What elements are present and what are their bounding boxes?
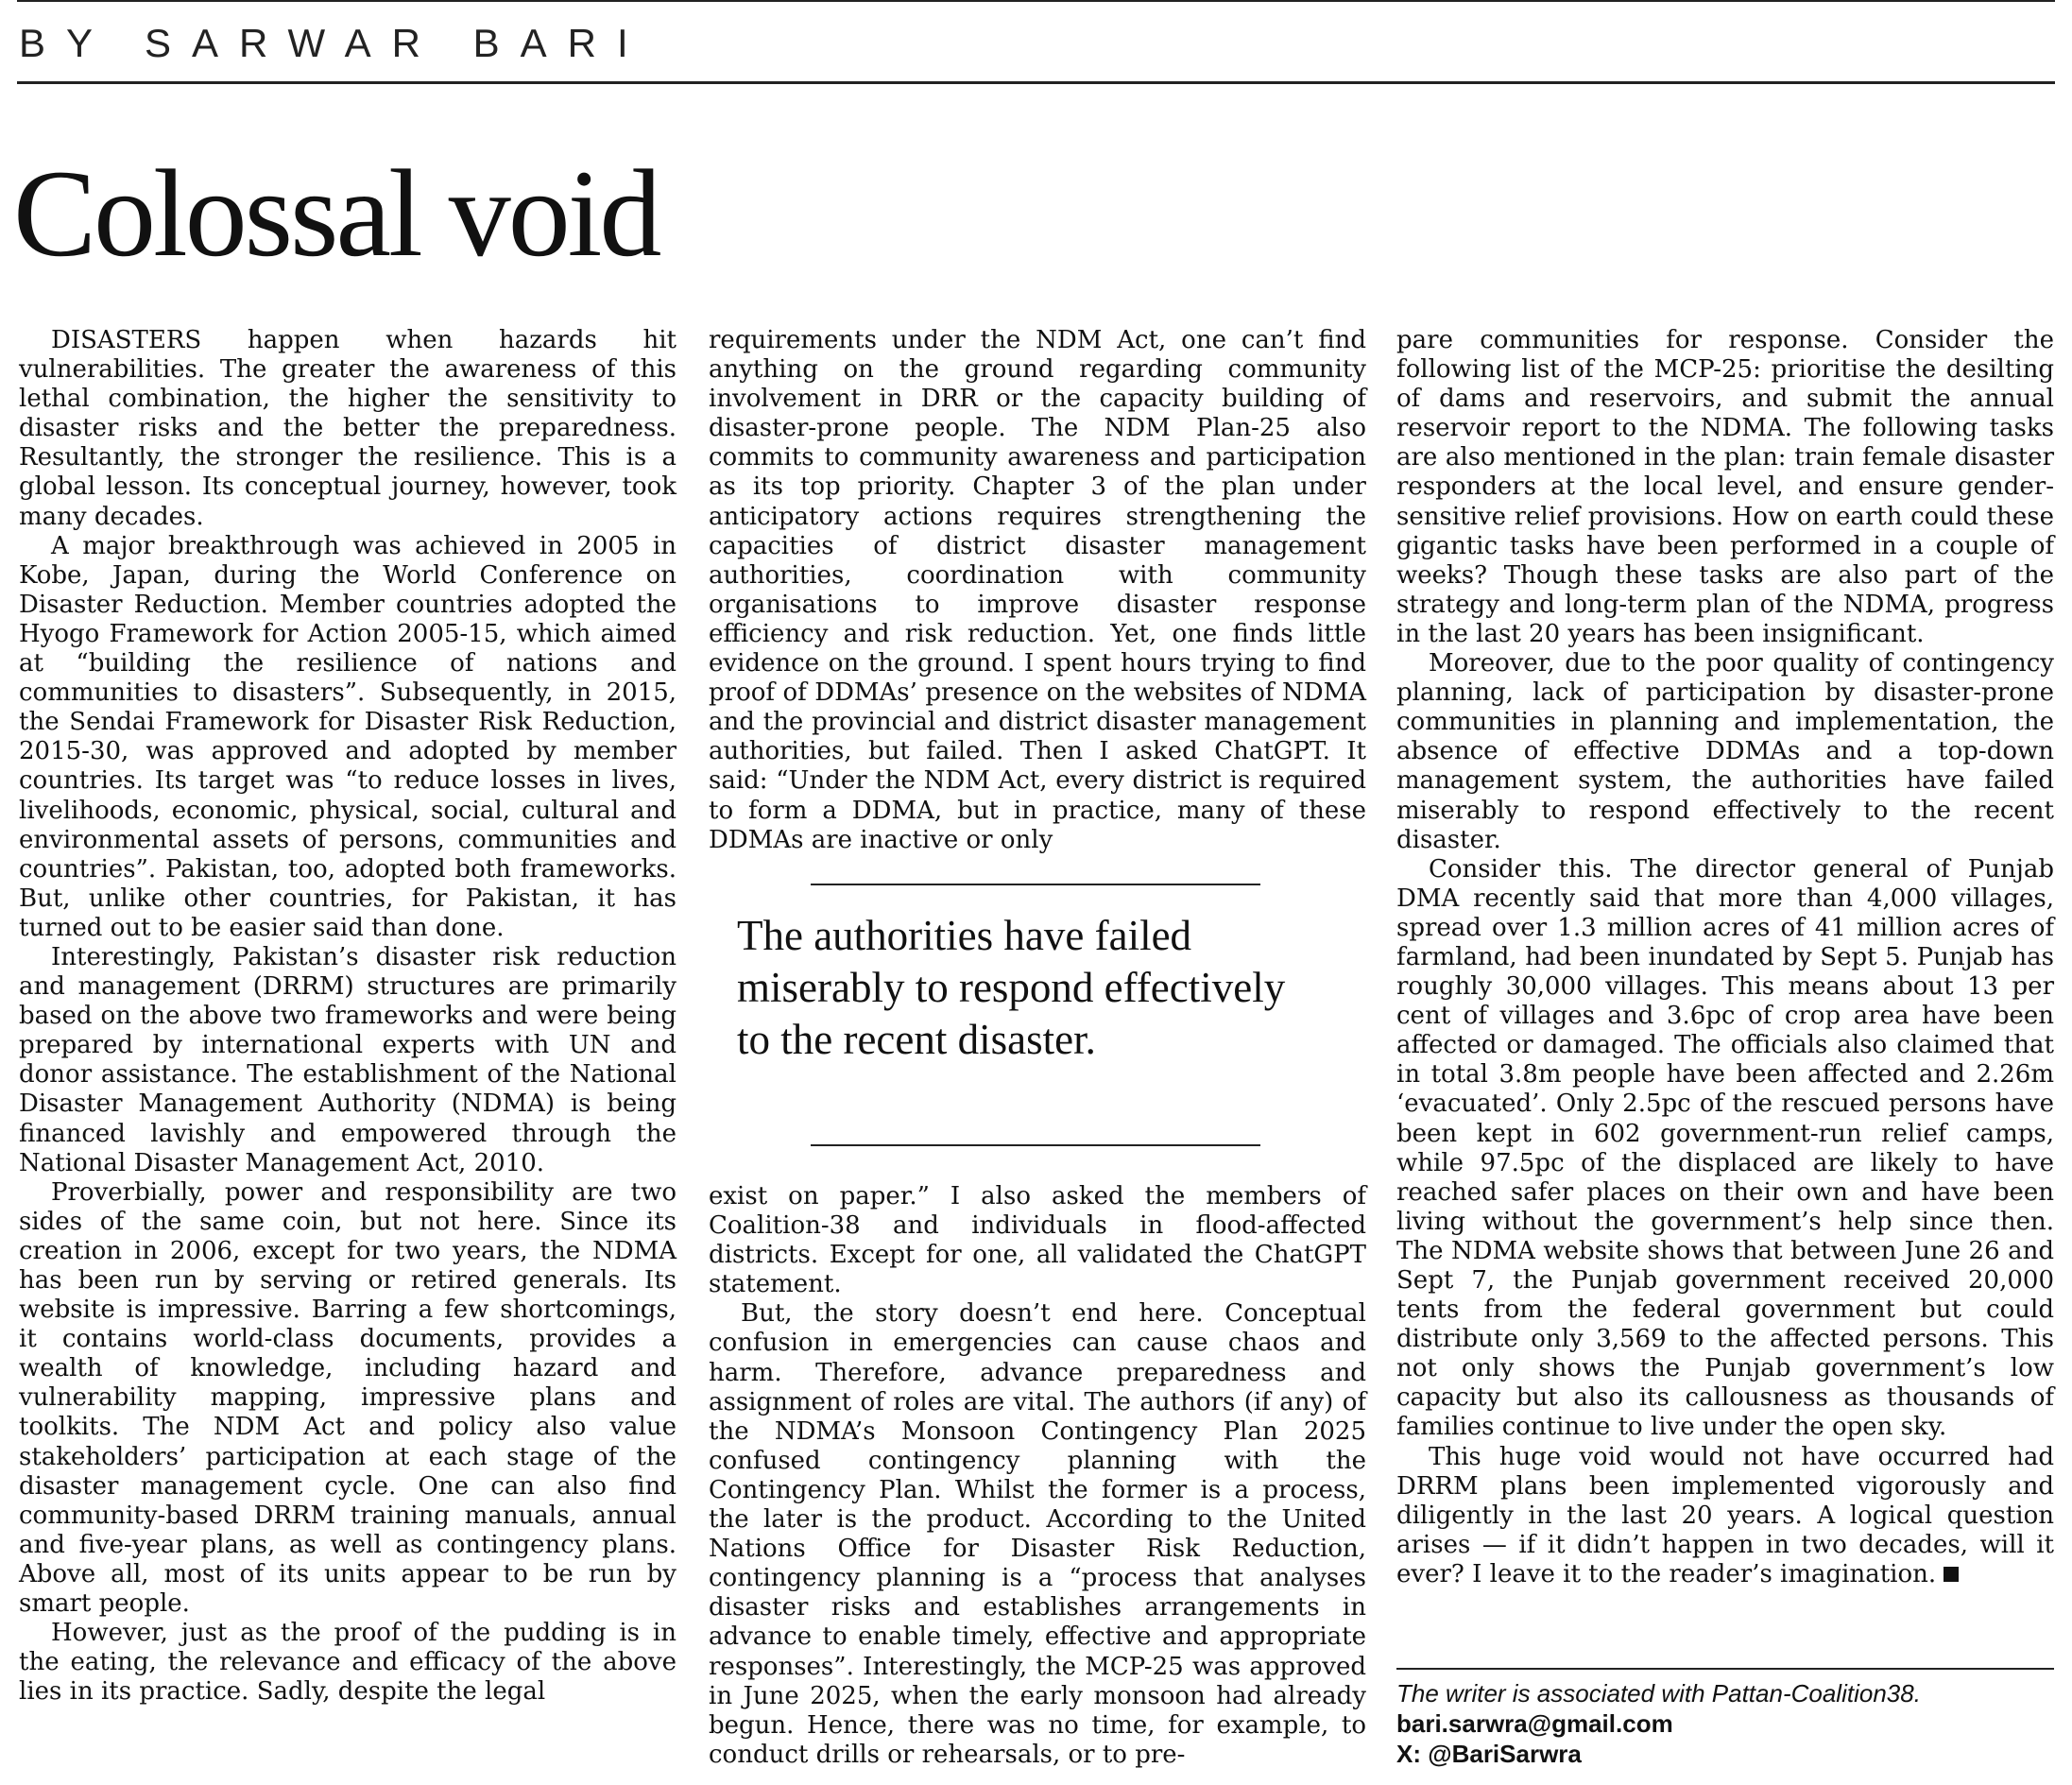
paragraph: Moreover, due to the poor quality of contingency planning, lack of participation by disaster-prone communities in planning and implementation, the absence of effective DDMAs and a top-down management system, the authorities have failed miserably to respond effectively to the recent disaster. xyxy=(1396,649,2054,854)
writer-affiliation: The writer is associated with Pattan-Coalition38. xyxy=(1396,1679,1921,1708)
paragraph: DISASTERS happen when hazards hit vulnerabilities. The greater the awareness of this lethal combination, the higher the sensitivity to disaster risks and the better the preparedness. Resultantly, the stronger the resilience. This is a global lesson. Its conceptual journey, however, took many decades. xyxy=(19,326,676,531)
paragraph-text: This huge void would not have occurred had DRRM plans been implemented vigorously and diligently in the last 20 years. A logical question arises — if it didn’t happen in two decades, will it ever? I leave it to the reader’s imagination. xyxy=(1396,1442,2054,1588)
end-mark-icon xyxy=(1944,1567,1959,1582)
column-1 xyxy=(19,326,676,1707)
column-3 xyxy=(1396,326,2054,1589)
paragraph: Interestingly, Pakistan’s disaster risk reduction and management (DRRM) structures are primarily based on the above two frameworks and were being prepared by international experts with UN and donor assistance. The establishment of the National Disaster Management Authority (NDMA) is being financed lavishly and empowered through the National Disaster Management Act, 2010. xyxy=(19,942,676,1177)
column-2-bottom xyxy=(709,1182,1366,1770)
pullquote-rule-bottom xyxy=(811,1144,1260,1146)
bio-rule xyxy=(1396,1668,2054,1670)
paragraph: But, the story doesn’t end here. Conceptual confusion in emergencies can cause chaos and harm. Therefore, advance preparedness and assignment of roles are vital. The authors (if any) of the NDMA’s Monsoon Contingency Plan 2025 confused contingency planning with the Contingency Plan. Whilst the former is a process, the later is the product. According to the United Nations Office for Disaster Risk Reduction, contingency planning is a “process that analyses disaster risks and establishes arrangements in advance to enable timely, effective and appropriate responses”. Interestingly, the MCP-25 was approved in June 2025, when the early monsoon had already begun. Hence, there was no time, for example, to conduct drills or rehearsals, or to pre- xyxy=(709,1299,1366,1769)
paragraph: Proverbially, power and responsibility are two sides of the same coin, but not here. Since its creation in 2006, except for two years, the NDMA has been run by serving or retired generals. Its website is impressive. Barring a few shortcomings, it contains world-class documents, provides a wealth of knowledge, including hazard and vulnerability mapping, impressive plans and toolkits. The NDM Act and policy also value stakeholders’ participation at each stage of the disaster management cycle. One can also find community-based DRRM training manuals, annual and five-year plans, as well as contingency plans. Above all, most of its units appear to be run by smart people. xyxy=(19,1177,676,1619)
paragraph-last xyxy=(1396,1443,2054,1589)
writer-bio xyxy=(1396,1678,2054,1769)
writer-email[interactable]: bari.sarwra@gmail.com xyxy=(1396,1709,1673,1738)
headline: Colossal void xyxy=(13,144,659,283)
paragraph: exist on paper.” I also asked the members of Coalition-38 and individuals in flood-affected districts. Except for one, all validated the ChatGPT statement. xyxy=(709,1182,1366,1299)
paragraph: However, just as the proof of the pudding is in the eating, the relevance and efficacy of the above lies in its practice. Sadly, despite the legal xyxy=(19,1619,676,1707)
paragraph: pare communities for response. Consider the following list of the MCP-25: prioritise the desilting of dams and reservoirs, and submit the annual reservoir report to the NDMA. The following tasks are also mentioned in the plan: train female disaster responders at the local level, and ensure gender-sensitive relief provisions. How on earth could these gigantic tasks have been performed in a couple of weeks? Though these tasks are also part of the strategy and long-term plan of the NDMA, progress in the last 20 years has been insignificant. xyxy=(1396,326,2054,648)
pullquote-rule-top xyxy=(811,884,1260,885)
byline: BY SARWAR BARI xyxy=(19,21,649,65)
writer-handle[interactable]: X: @BariSarwra xyxy=(1396,1740,1582,1768)
paragraph: requirements under the NDM Act, one can’t find anything on the ground regarding community involvement in DRR or the capacity building of disaster-prone people. The NDM Plan-25 also commits to community awareness and participation as its top priority. Chapter 3 of the plan under anticipatory actions requires strengthening the capacities of district disaster management authorities, coordination with community organisations to improve disaster response efficiency and risk reduction. Yet, one finds little evidence on the ground. I spent hours trying to find proof of DDMAs’ presence on the websites of NDMA and the provincial and district disaster management authorities, but failed. Then I asked ChatGPT. It said: “Under the NDM Act, every district is required to form a DDMA, but in practice, many of these DDMAs are inactive or only xyxy=(709,326,1366,854)
top-rule xyxy=(17,0,2055,2)
paragraph: Consider this. The director general of Punjab DMA recently said that more than 4,000 villages, spread over 1.3 million acres of 41 million acres of farmland, had been inundated by Sept 5. Punjab has roughly 30,000 villages. This means about 13 per cent of villages and 3.6pc of crop area have been affected or damaged. The officials also claimed that in total 3.8m people have been affected and 2.26m ‘evacuated’. Only 2.5pc of the rescued persons have been kept in 602 government-run relief camps, while 97.5pc of the displaced are likely to have reached safer places on their own and have been living without the government’s help since then. The NDMA website shows that between June 26 and Sept 7, the Punjab government received 20,000 tents from the federal government but could distribute only 3,569 to the affected persons. This not only shows the Punjab government’s low capacity but also its callousness as thousands of families continue to live under the open sky. xyxy=(1396,854,2054,1442)
pull-quote: The authorities have failed miserably to respond effectively to the recent disaster. xyxy=(737,912,1286,1063)
byline-rule xyxy=(17,81,2055,84)
column-2-top xyxy=(709,326,1366,855)
paragraph: A major breakthrough was achieved in 2005 in Kobe, Japan, during the World Conference on Disaster Reduction. Member countries adopted the Hyogo Framework for Action 2005-15, which aimed at “building the resilience of nations and communities to disasters”. Subsequently, in 2015, the Sendai Framework for Disaster Risk Reduction, 2015-30, was approved and adopted by member countries. Its target was “to reduce losses in lives, livelihoods, economic, physical, social, cultural and environmental assets of persons, communities and countries”. Pakistan, too, adopted both frameworks. But, unlike other countries, for Pakistan, it has turned out to be easier said than done. xyxy=(19,531,676,942)
